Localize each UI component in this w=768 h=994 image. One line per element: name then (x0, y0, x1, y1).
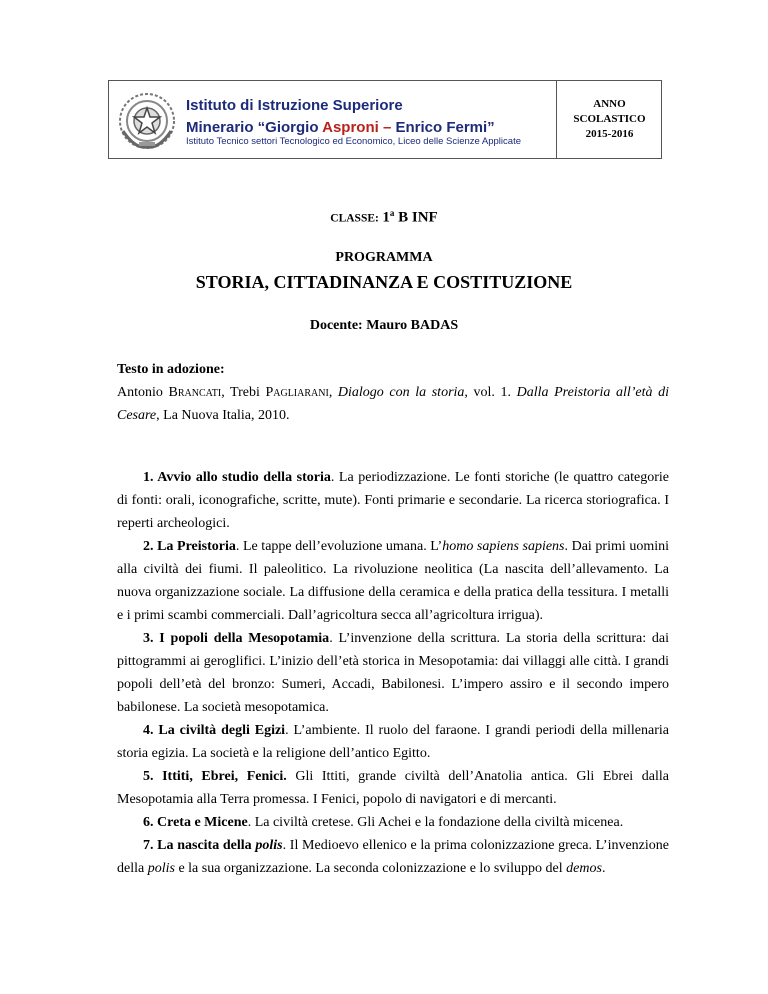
school-year-box (557, 81, 662, 158)
textbook-label: Testo in adozione: (117, 362, 225, 377)
program-item-2: 2. La Preistoria. Le tappe dell’evoluzione umana. L’homo sapiens sapiens. Dai primi uomini alla civiltà dei fiumi. Il paleolitico. La rivoluzione neolitica (La nascita dell’allevamento. La nuova organizzazione sociale. La diffusione della ceramica e della pratica della tessitura. I metalli e i primi scambi commerciali. Dall’agricoltura secca all’agricoltura irrigua). (117, 539, 669, 623)
textbook-section (117, 358, 669, 427)
author2-surname: Pagliarani (265, 385, 329, 400)
program-items (117, 466, 669, 880)
asproni-text: Asproni (322, 119, 379, 136)
publisher: , La Nuova Italia, 2010. (156, 408, 290, 423)
anno-label: ANNO (593, 98, 626, 110)
italian-republic-emblem-icon (117, 91, 177, 151)
school-year: 2015-2016 (585, 128, 634, 140)
program-item-5: 5. Ittiti, Ebrei, Fenici. Gli Ittiti, grande civiltà dell’Anatolia antica. Gli Ebrei dalla Mesopotamia alla Terra promessa. I Fenici, popolo di navigatori e di mercanti. (117, 769, 669, 807)
program-item-7: 7. La nascita della polis. Il Medioevo ellenico e la prima colonizzazione greca. L’invenzione della polis e la sua organizzazione. La seconda colonizzazione e lo sviluppo del demos. (117, 838, 669, 876)
class-heading (0, 208, 768, 227)
class-section: B INF (394, 209, 438, 226)
book-title: Dialogo con la storia (337, 385, 465, 400)
scolastico-label: SCOLASTICO (573, 113, 646, 125)
subject-title: STORIA, CITTADINANZA E COSTITUZIONE (195, 272, 573, 292)
class-label: CLASSE: (330, 212, 379, 225)
author1-surname: Brancati (168, 385, 222, 400)
teacher-name: Docente: Mauro BADAS (309, 318, 459, 333)
program-item-6: 6. Creta e Micene. La civiltà cretese. Gli Achei e la fondazione della civiltà micenea. (143, 815, 624, 830)
header-box (108, 80, 662, 159)
program-item-1: 1. Avvio allo studio della storia. La periodizzazione. Le fonti storiche (le quattro categorie di fonti: orali, iconografiche, scritte, mute). Fonti primarie e secondarie. La ricerca storiografica. I reperti archeologici. (117, 470, 669, 531)
program-item-3: 3. I popoli della Mesopotamia. L’invenzione della scrittura. La storia della scrittura: dai pittogrammi ai geroglifici. L’inizio dell’età storica in Mesopotamia: dai villaggi alle città. I grandi popoli dell’età del bronzo: Sumeri, Accadi, Babilonesi. L’impero assiro e il secondo impero babilonese. La società mesopotamica. (117, 631, 669, 715)
institute-name-line1: Istituto di Istruzione Superiore (186, 97, 403, 114)
class-number: 1 (382, 209, 390, 226)
programma-heading: PROGRAMMA (335, 250, 433, 265)
institute-name (186, 95, 495, 139)
book-subtitle: Dalla Preistoria all’età di Cesare (117, 385, 670, 423)
institute-name-line2: Minerario “Giorgio Asproni – Enrico Fermi” (186, 119, 495, 136)
program-item-4: 4. La civiltà degli Egizi. L’ambiente. Il ruolo del faraone. I grandi periodi della millenaria storia egizia. La società e la religione dell’antico Egitto. (117, 723, 669, 761)
textbook-citation: Antonio Brancati, Trebi Pagliarani, Dialogo con la storia, vol. 1. Dalla Preistoria all’età di Cesare, La Nuova Italia, 2010. (117, 385, 670, 423)
institute-subtitle: Istituto Tecnico settori Tecnologico ed Economico, Liceo delle Scienze Applicate (186, 136, 521, 147)
class-superscript: a (389, 208, 395, 218)
